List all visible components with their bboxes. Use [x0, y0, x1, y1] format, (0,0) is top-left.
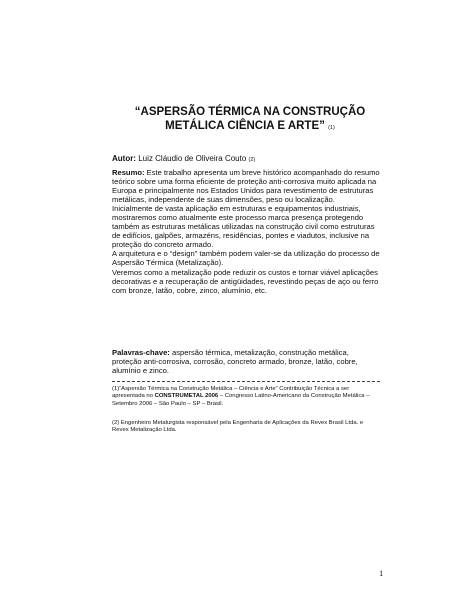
title-line-1: “ASPERSÃO TÉRMICA NA CONSTRUÇÃO	[134, 106, 366, 118]
document-title	[110, 105, 390, 135]
footnote-1-text-b: – Congresso Latino-Americano da Construção Metálica – Setembro 2006 – São Paulo – SP – Brasil.	[112, 393, 370, 407]
keywords	[112, 348, 380, 375]
footnote-1	[112, 386, 380, 408]
footnote-2-ref: (2)	[112, 420, 120, 426]
abstract	[112, 168, 380, 295]
title-line-2	[110, 119, 390, 135]
author-line	[112, 154, 255, 165]
keywords-label: Palavras-chave:	[112, 348, 170, 357]
footnote-divider	[112, 381, 380, 382]
title-line-2-text: METÁLICA CIÊNCIA E ARTE”	[165, 120, 325, 132]
footnote-1-event: CONSTRUMETAL 2006	[154, 393, 219, 400]
footnote-1-text-a: “Aspersão Térmica na Construção Metálica – Ciência e Arte” Contribuição Técnica a ser apresentada no	[112, 386, 350, 400]
abstract-paragraph-3: A arquitetura e o “design” também podem valer-se da utilização do processo de Aspersão Térmica (Metalização).	[112, 249, 380, 268]
abstract-label: Resumo:	[112, 168, 145, 177]
abstract-paragraph-1	[112, 168, 380, 204]
author-label: Autor:	[112, 154, 136, 163]
footnote-1-ref: (1)	[112, 386, 120, 392]
footnote-2-text: Engenheiro Metalurgista responsável pela Engenharia de Aplicações da Revex Brasil Ltda. e Revex Metalização Ltda.	[112, 420, 364, 434]
title-footnote-ref: (1)	[328, 125, 335, 131]
abstract-paragraph-4: Veremos como a metalização pode reduzir os custos e tornar viável aplicações decorativas e a recuperação de antigüidades, revestindo peças de aço ou ferro com bronze, latão, cobre, zinco, alumínio, etc.	[112, 267, 379, 295]
abstract-paragraph-2: Inicialmente de vasta aplicação em estruturas e equipamentos industriais, mostraremos como atualmente este processo marca presença protegendo também as estruturas metálicas utilizadas na construção civil como estruturas de edifícios, galpões, armazéns, residências, pontes e viadutos, inclusive na proteção do concreto armado.	[112, 204, 375, 250]
footnote-2	[112, 420, 380, 435]
keywords-text: aspersão térmica, metalização, construção metálica, proteção anti-corrosiva, corrosão, concreto armado, bronze, latão, cobre, alumínio e zinco.	[112, 348, 358, 376]
abstract-paragraph-1-text: Este trabalho apresenta um breve histórico acompanhado do resumo teórico sobre uma forma eficiente de proteção anti-corrosiva muito aplicada na Europa e principalmente nos Estados Unidos para revestimento de estruturas metálicas, independente de suas dimensões, peso ou localização.	[112, 168, 380, 205]
page-number: 1	[379, 568, 384, 578]
author-name: Luiz Cláudio de Oliveira Couto	[138, 154, 247, 163]
author-footnote-ref: (2)	[248, 157, 256, 163]
